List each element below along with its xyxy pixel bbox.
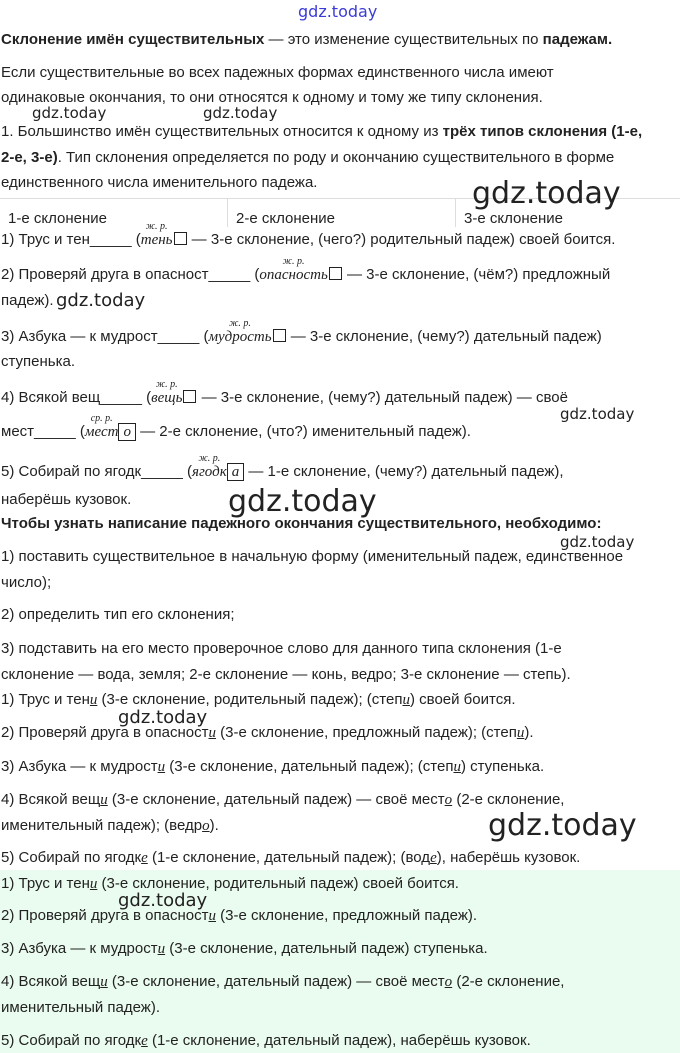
text-line	[1, 874, 459, 894]
text-segment: — 1-е склонение, (чему?) дательный падеж),	[244, 463, 564, 480]
text-segment: (1-е склонение, дательный падеж), наберёшь кузовок.	[147, 1032, 531, 1049]
watermark: gdz.today	[203, 104, 278, 122]
word: ягодк	[191, 464, 227, 480]
ending-letter: о	[202, 818, 210, 834]
ending-box-icon	[273, 329, 286, 342]
ending-letter: и	[453, 759, 461, 775]
text-line	[1, 256, 611, 285]
text-line	[1, 972, 564, 992]
text-segment: ) ступенька.	[460, 758, 545, 775]
text-segment: 3) подставить на его место проверочное слово для данного типа склонения (1-е	[1, 640, 562, 657]
text-segment: 2) Проверяй друга в опасност_____ (	[1, 266, 260, 283]
text-segment: 1) Трус и тен	[1, 691, 90, 708]
ending-letter: и	[208, 725, 216, 741]
text-segment: (2-е склонение,	[452, 973, 565, 990]
watermark: gdz.today	[560, 533, 635, 551]
text-segment: — 3-е склонение, (чему?) дательный падеж)	[286, 328, 602, 345]
ending-letter: е	[430, 850, 437, 866]
text-segment: (3-е склонение, предложный падеж).	[215, 907, 478, 924]
text-line	[1, 221, 616, 250]
text-segment: 2) определить тип его склонения;	[1, 606, 235, 623]
text-line	[1, 352, 75, 372]
text-segment: 3) Азбука — к мудрост	[1, 940, 158, 957]
text-line	[1, 63, 554, 83]
watermark: gdz.today	[118, 707, 208, 728]
watermark: gdz.today	[560, 405, 635, 423]
text-line	[1, 723, 534, 743]
text-line	[1, 665, 571, 685]
text-segment: 1. Большинство имён существительных относится к одному из	[1, 123, 443, 140]
text-segment: именительный падеж).	[1, 999, 161, 1016]
ending-letter: и	[516, 725, 525, 741]
gender-annotation: ж. р.	[155, 379, 178, 390]
text-segment: (2-е склонение,	[452, 791, 565, 808]
text-segment: Если существительные во всех падежных формах единственного числа имеют	[1, 64, 554, 81]
annotated-word	[151, 379, 183, 408]
text-segment: именительный падеж); (ведр	[1, 817, 203, 834]
ending-letter: и	[100, 792, 108, 808]
annotated-word	[208, 318, 272, 347]
table-cell: 2-е склонение	[227, 199, 335, 227]
text-segment: 4) Всякой вещ_____ (	[1, 389, 152, 406]
ending-letter: е	[141, 850, 148, 866]
text-segment: (3-е склонение, предложный падеж); (степ	[215, 724, 517, 741]
text-segment: 3) Азбука — к мудрост_____ (	[1, 328, 209, 345]
gender-annotation: ж. р.	[282, 256, 305, 267]
text-segment: — 3-е склонение, (чего?) родительный падеж) своей боится.	[187, 231, 616, 248]
ending-letter: и	[100, 974, 108, 990]
ending-letter: и	[402, 692, 410, 708]
text-segment: 3) Азбука — к мудрост	[1, 758, 158, 775]
ending-box-icon	[329, 267, 342, 280]
text-line	[1, 690, 515, 710]
word: опасность	[259, 267, 328, 283]
text-line	[1, 379, 568, 408]
text-segment: 2-е, 3-е)	[1, 149, 58, 166]
text-segment: (3-е склонение, дательный падеж) — своё мест	[107, 973, 445, 990]
text-line	[1, 547, 623, 567]
text-segment: (3-е склонение, дательный падеж) ступенька.	[165, 940, 488, 957]
text-segment: ) своей боится.	[409, 691, 516, 708]
ending-letter: и	[157, 941, 166, 957]
text-line	[1, 30, 612, 50]
ending-box: о	[118, 423, 136, 441]
text-segment: (1-е склонение, дательный падеж); (вод	[147, 849, 431, 866]
text-line	[1, 173, 317, 193]
text-line	[1, 413, 471, 442]
text-segment: — 3-е склонение, (чему?) дательный падеж) — своё	[197, 389, 568, 406]
annotated-word	[259, 256, 328, 285]
text-segment: 5) Собирай по ягодк	[1, 1032, 142, 1049]
text-segment: — 3-е склонение, (чём?) предложный	[342, 266, 611, 283]
text-segment: Чтобы узнать написание падежного окончания существительного, необходимо:	[1, 515, 602, 532]
text-segment: — 2-е склонение, (что?) именительный падеж).	[135, 423, 471, 440]
text-segment: (3-е склонение, родительный падеж); (степ	[97, 691, 403, 708]
text-line	[1, 639, 562, 659]
text-line	[1, 998, 160, 1018]
ending-letter: и	[89, 692, 98, 708]
text-line	[1, 291, 54, 311]
ending-letter: и	[89, 876, 98, 892]
gender-annotation: ж. р.	[229, 318, 251, 329]
text-segment: . Тип склонения определяется по роду и окончанию существительного в форме	[57, 149, 615, 166]
text-line	[1, 790, 564, 810]
text-line	[1, 573, 51, 593]
text-line	[1, 148, 614, 168]
text-segment: (3-е склонение, родительный падеж) своей боится.	[97, 875, 459, 892]
gender-annotation: ж. р.	[145, 221, 168, 232]
text-segment: мест_____ (	[1, 423, 85, 440]
text-line	[1, 848, 580, 868]
ending-box: а	[227, 463, 245, 481]
word: мудрость	[208, 329, 272, 345]
ending-letter: и	[157, 759, 166, 775]
text-segment: одинаковые окончания, то они относятся к одному и тому же типу склонения.	[1, 89, 543, 106]
watermark: gdz.today	[56, 290, 146, 311]
text-line	[1, 318, 602, 347]
answer-highlight	[0, 870, 680, 1053]
text-line	[1, 757, 544, 777]
text-line	[1, 453, 564, 482]
watermark-top: gdz.today	[298, 2, 378, 21]
ending-letter: о	[444, 792, 453, 808]
watermark: gdz.today	[472, 176, 621, 211]
watermark: gdz.today	[228, 484, 377, 519]
text-segment: падежам.	[542, 31, 613, 48]
gender-annotation: ж. р.	[198, 453, 221, 464]
text-segment: число);	[1, 574, 52, 591]
ending-box-icon	[174, 232, 187, 245]
text-segment: 4) Всякой вещ	[1, 973, 101, 990]
text-segment: 2) Проверяй друга в опасност	[1, 907, 209, 924]
annotated-word	[140, 221, 173, 250]
text-segment: ), наберёшь кузовок.	[436, 849, 581, 866]
text-segment: Склонение имён существительных	[1, 31, 265, 48]
text-line	[1, 1031, 531, 1051]
text-line	[1, 939, 488, 959]
watermark: gdz.today	[32, 104, 107, 122]
text-segment: 2) Проверяй друга в опасност	[1, 724, 209, 741]
text-segment: 1) Трус и тен_____ (	[1, 231, 141, 248]
text-segment: ).	[524, 724, 534, 741]
text-line	[1, 490, 131, 510]
ending-box-icon	[183, 390, 196, 403]
text-line	[1, 605, 235, 625]
word: вещь	[151, 390, 183, 406]
text-segment: склонение — вода, земля; 2-е склонение — конь, ведро; 3-е склонение — степь).	[1, 666, 571, 683]
text-segment: ).	[209, 817, 219, 834]
annotated-word	[191, 453, 227, 482]
table-cell: 3-е склонение	[455, 199, 563, 227]
table-cell: 1-е склонение	[8, 210, 107, 227]
word: мест	[84, 424, 119, 440]
text-segment: трёх типов склонения (1-е,	[442, 123, 643, 140]
text-segment: (3-е склонение, дательный падеж); (степ	[165, 758, 454, 775]
text-segment: — это изменение существительных по	[264, 31, 543, 48]
watermark: gdz.today	[488, 808, 637, 843]
word: тень	[140, 232, 173, 248]
text-segment: 1) Трус и тен	[1, 875, 90, 892]
annotated-word	[84, 413, 119, 442]
text-segment: единственного числа именительного падежа.	[1, 174, 318, 191]
text-segment: ступенька.	[1, 353, 76, 370]
text-segment: 4) Всякой вещ	[1, 791, 101, 808]
ending-letter: е	[141, 1033, 148, 1049]
ending-letter: и	[208, 908, 216, 924]
gender-annotation: ср. р.	[90, 413, 113, 424]
text-segment: наберёшь кузовок.	[1, 491, 132, 508]
text-line	[1, 816, 219, 836]
text-segment: 1) поставить существительное в начальную форму (именительный падеж, единственное	[1, 548, 624, 565]
text-segment: 5) Собирай по ягодк	[1, 849, 142, 866]
watermark: gdz.today	[118, 890, 208, 911]
text-segment: (3-е склонение, дательный падеж) — своё мест	[107, 791, 445, 808]
text-segment: падеж).	[1, 292, 54, 309]
text-line	[1, 122, 642, 142]
text-line	[1, 906, 477, 926]
text-segment: 5) Собирай по ягодк_____ (	[1, 463, 192, 480]
ending-letter: о	[444, 974, 453, 990]
